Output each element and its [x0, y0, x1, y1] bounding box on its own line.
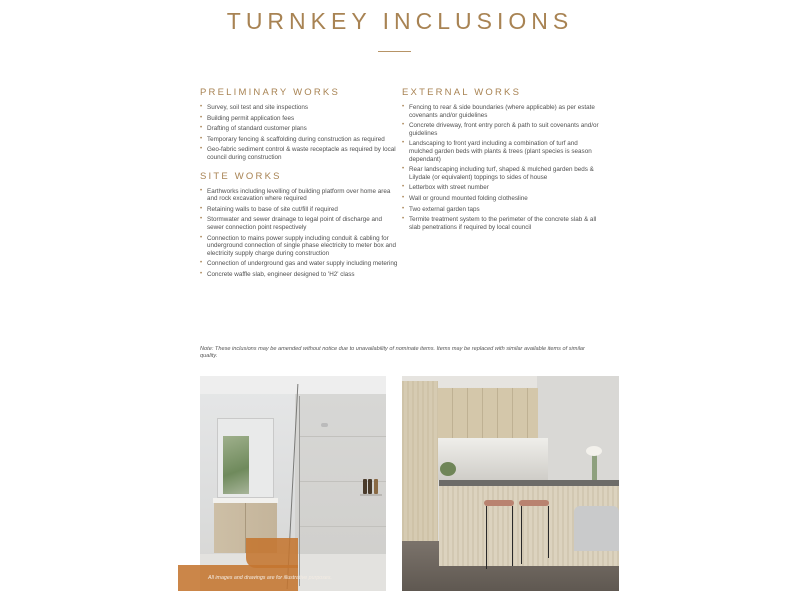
preliminary-works-section: [200, 87, 400, 162]
bottle: [368, 479, 372, 494]
shower-head: [321, 423, 328, 427]
title-divider: [378, 51, 411, 52]
list-item: • Earthworks including levelling of building platform over home area and rock excavation where required: [200, 188, 400, 203]
list-item: • Survey, soil test and site inspections: [200, 104, 400, 112]
list-item: • Concrete waffle slab, engineer designed to 'H2' class: [200, 271, 400, 279]
right-column: [402, 87, 602, 234]
site-works-list: [200, 188, 400, 279]
splashback: [438, 438, 548, 480]
caption-band-tab: [246, 538, 298, 568]
stool-leg: [512, 506, 513, 566]
tile-joint: [300, 526, 386, 527]
shower-shelf: [360, 494, 382, 496]
bottle: [363, 479, 367, 494]
dining-chair: [574, 506, 619, 551]
bar-stool: [519, 500, 549, 506]
window-reflection: [223, 436, 249, 494]
list-item: • Drafting of standard customer plans: [200, 125, 400, 133]
list-item: • Stormwater and sewer drainage to legal point of discharge and sewer connection point respectively: [200, 216, 400, 231]
section-heading: SITE WORKS: [200, 170, 282, 182]
stool-leg: [521, 506, 522, 564]
list-item: • Landscaping to front yard including a combination of turf and mulched garden beds with plants & trees (plant species is season dependant): [402, 140, 602, 163]
list-item: • Retaining walls to base of site cut/fill if required: [200, 206, 400, 214]
list-item: • Connection of underground gas and water supply including metering: [200, 260, 400, 268]
bathroom-ceiling: [200, 376, 386, 394]
external-works-section: [402, 87, 602, 231]
list-item: • Wall or ground mounted folding clothesline: [402, 195, 602, 203]
list-item: • Letterbox with street number: [402, 184, 602, 192]
stool-leg: [486, 506, 487, 569]
list-item: • Building permit application fees: [200, 115, 400, 123]
shower-screen-edge: [299, 396, 300, 586]
benchtop: [439, 480, 619, 486]
disclaimer-note: Note: These inclusions may be amended without notice due to unavailability of nominate items. Items may be replaced with similar available items of similar quality.: [200, 345, 585, 359]
list-item: • Rear landscaping including turf, shaped & mulched garden beds & Lilydale (or equivalent) toppings to sides of house: [402, 166, 602, 181]
left-column: [200, 87, 400, 282]
tile-joint: [300, 436, 386, 437]
list-item: • Connection to mains power supply including conduit & cabling for underground connection of single phase electricity to meter box and electricity supply charge during construction: [200, 235, 400, 258]
section-heading: PRELIMINARY WORKS: [200, 87, 340, 98]
kitchen-photo: [402, 376, 619, 591]
external-works-list: [402, 104, 602, 231]
list-item: • Fencing to rear & side boundaries (where applicable) as per estate covenants and/or guidelines: [402, 104, 602, 119]
vase: [592, 453, 597, 480]
bottle: [374, 479, 378, 494]
stool-leg: [548, 506, 549, 558]
list-item: • Temporary fencing & scaffolding during construction as required: [200, 136, 400, 144]
overhead-cabinets: [438, 388, 538, 438]
pantry-cabinet: [402, 381, 438, 541]
list-item: • Geo-fabric sediment control & waste receptacle as required by local council during construction: [200, 146, 400, 161]
image-caption: All images and drawings are for illustrative purposes.: [208, 575, 332, 581]
section-heading: EXTERNAL WORKS: [402, 87, 522, 98]
tulips: [586, 446, 602, 456]
caption-band: [178, 538, 298, 591]
bar-stool: [484, 500, 514, 506]
list-item: • Concrete driveway, front entry porch & path to suit covenants and/or guidelines: [402, 122, 602, 137]
list-item: • Termite treatment system to the perimeter of the concrete slab & all slab penetrations if required by local council: [402, 216, 602, 231]
page-title: TURNKEY INCLUSIONS: [226, 8, 574, 34]
list-item: • Two external garden taps: [402, 206, 602, 214]
preliminary-works-list: [200, 104, 400, 162]
herb-plant: [440, 462, 456, 476]
site-works-section: [200, 171, 400, 279]
